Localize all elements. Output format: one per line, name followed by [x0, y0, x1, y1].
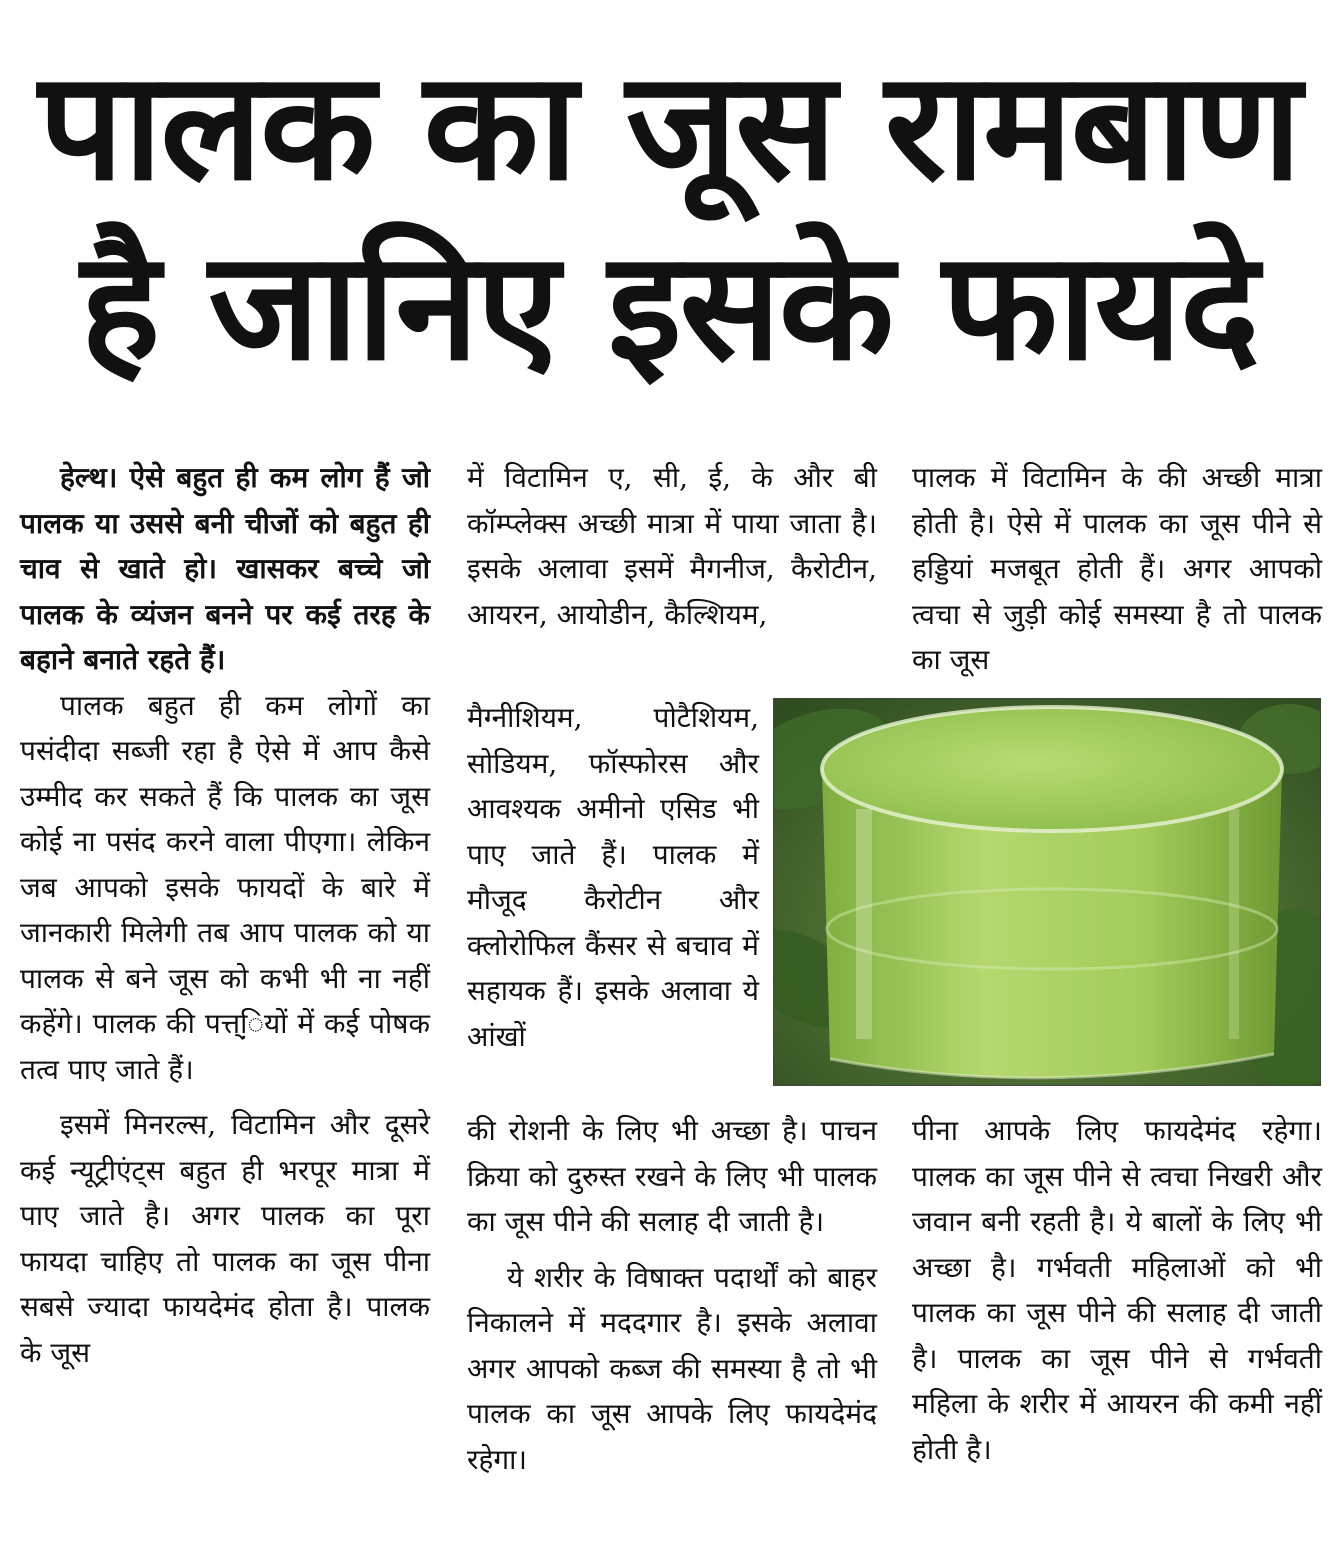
headline-line-2: है जानिए इसके फायदे: [80, 220, 1258, 394]
article-paragraph: में विटामिन ए, सी, ई, के और बी कॉम्प्लेक्स अच्छी मात्रा में पाया जाता है। इसके अलावा इसमें मैगनीज, कैरोटीन, आयरन, आयोडीन, कैल्शियम,: [467, 461, 877, 631]
article-paragraph: पालक बहुत ही कम लोगों का पसंदीदा सब्जी रहा है ऐसे में आप कैसे उम्मीद कर सकते हैं कि पालक का जूस कोई ना पसंद करने वाला पीएगा। लेकिन जब आपको इसके फायदों के बारे में जानकारी मिलेगी तब आप पालक को या पालक से बने जूस को कभी भी ना नहीं कहेंगे। पालक की पत्त्ि़यों में कई पोषक तत्व पाए जाते हैं।: [20, 688, 430, 1086]
article-column-3-bottom: [912, 1108, 1322, 1472]
article-column-2-top: [467, 455, 877, 637]
article-paragraph: पालक में विटामिन के की अच्छी मात्रा होती है। ऐसे में पालक का जूस पीने से हड्डियां मजबूत होती हैं। अगर आपको त्वचा से जुड़ी कोई समस्या है तो पालक का जूस: [912, 461, 1322, 676]
article-paragraph: इसमें मिनरल्स, विटामिन और दूसरे कई न्यूट्रीएंट्स बहुत ही भरपूर मात्रा में पाए जाते है। अगर पालक का पूरा फायदा चाहिए तो पालक का जूस पीना सबसे ज्यादा फायदेमंद होता है। पालक के जूस: [20, 1108, 430, 1369]
article-lead-paragraph: हेल्थ। ऐसे बहुत ही कम लोग हैं जो पालक या उससे बनी चीजों को बहुत ही चाव से खाते हो। खासकर बच्चे जो पालक के व्यंजन बनने पर कई तरह के बहाने बनाते रहते हैं।: [20, 461, 430, 676]
spinach-juice-photo: [773, 698, 1321, 1086]
article-paragraph: पीना आपके लिए फायदेमंद रहेगा। पालक का जूस पीने से त्वचा निखरी और जवान बनी रहती है। ये बालों के लिए भी अच्छा है। गर्भवती महिलाओं को भी पालक का जूस पीने की सलाह दी जाती है। पालक का जूस पीने से गर्भवती महिला के शरीर में आयरन की कमी नहीं होती है।: [912, 1114, 1322, 1466]
spinach-juice-illustration: [774, 699, 1320, 1085]
article-paragraph: की रोशनी के लिए भी अच्छा है। पाचन क्रिया को दुरुस्त रखने के लिए भी पालक का जूस पीने की सलाह दी जाती है।: [467, 1114, 877, 1238]
article-column-2-bottom: [467, 1108, 877, 1482]
article-column-3-top: [912, 455, 1322, 683]
article-column-1: [20, 455, 430, 1375]
article-column-2-narrow: [467, 695, 759, 1059]
article-paragraph: मैग्नीशियम, पोटैशियम, सोडियम, फॉस्फोरस और आवश्यक अमीनो एसिड भी पाए जाते हैं। पालक में मौजूद कैरोटीन और क्लोरोफिल कैंसर से बचाव में सहायक हैं। इसके अलावा ये आंखों: [467, 701, 759, 1053]
headline-line-1: पालक का जूस रामबाण: [38, 40, 1300, 214]
article-paragraph: ये शरीर के विषाक्त पदार्थों को बाहर निकालने में मददगार है। इसके अलावा अगर आपको कब्ज की समस्या है तो भी पालक का जूस आपके लिए फायदेमंद रहेगा।: [467, 1260, 877, 1476]
